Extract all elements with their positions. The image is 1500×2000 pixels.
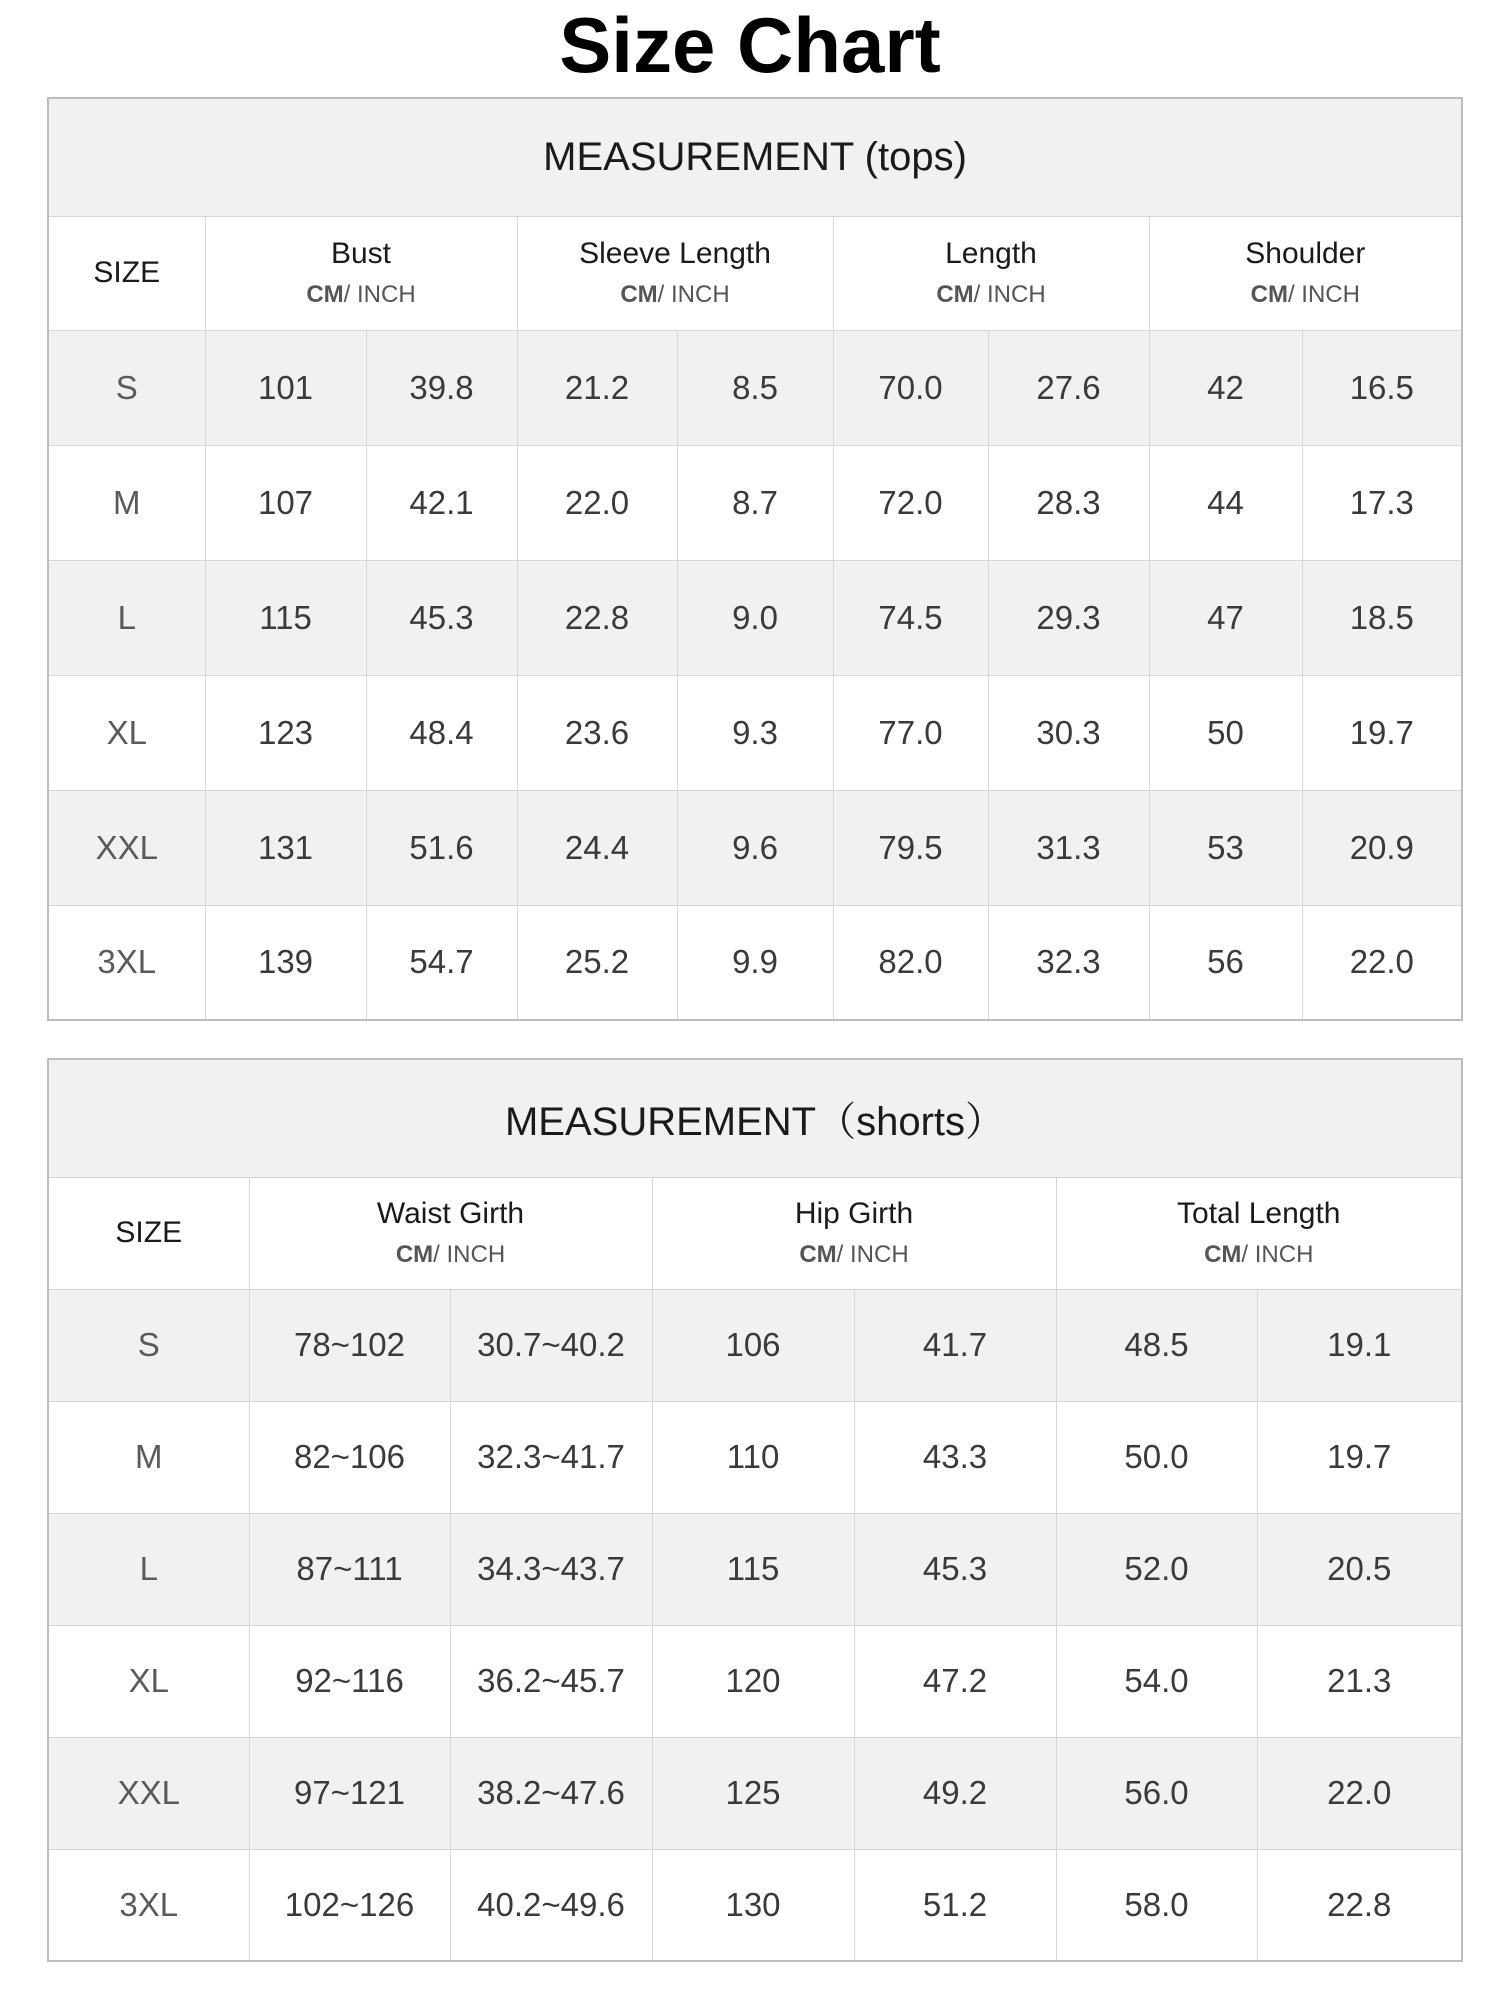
shorts-size-header: SIZE	[48, 1177, 249, 1289]
column-name: Bust	[330, 237, 392, 270]
value-cell: 115	[652, 1513, 854, 1625]
unit-label: CM/ INCH	[306, 281, 416, 308]
value-cell: 16.5	[1302, 330, 1462, 445]
value-cell: 42.1	[366, 445, 517, 560]
column-name: Sleeve Length	[579, 237, 771, 270]
value-cell: 47.2	[854, 1625, 1056, 1737]
value-cell: 21.3	[1257, 1625, 1462, 1737]
value-cell: 22.0	[1302, 905, 1462, 1020]
value-cell: 27.6	[988, 330, 1149, 445]
table-row	[48, 445, 1462, 560]
unit-label: CM/ INCH	[620, 281, 730, 308]
size-cell: 3XL	[48, 905, 205, 1020]
value-cell: 82.0	[833, 905, 988, 1020]
value-cell: 22.0	[1257, 1737, 1462, 1849]
unit-label: CM/ INCH	[1250, 281, 1360, 308]
value-cell: 123	[205, 675, 366, 790]
value-cell: 115	[205, 560, 366, 675]
value-cell: 21.2	[517, 330, 677, 445]
table-row	[48, 1401, 1462, 1513]
size-cell: 3XL	[48, 1849, 249, 1961]
unit-label: CM/ INCH	[395, 1241, 506, 1268]
value-cell: 74.5	[833, 560, 988, 675]
value-cell: 110	[652, 1401, 854, 1513]
value-cell: 19.7	[1257, 1401, 1462, 1513]
value-cell: 50.0	[1056, 1401, 1257, 1513]
value-cell: 102~126	[249, 1849, 450, 1961]
value-cell: 28.3	[988, 445, 1149, 560]
value-cell: 58.0	[1056, 1849, 1257, 1961]
value-cell: 48.5	[1056, 1289, 1257, 1401]
table-row	[48, 1737, 1462, 1849]
shorts-column-waist-girth	[249, 1177, 652, 1289]
tops-size-table	[47, 97, 1463, 1021]
value-cell: 32.3~41.7	[450, 1401, 652, 1513]
value-cell: 77.0	[833, 675, 988, 790]
value-cell: 53	[1149, 790, 1302, 905]
value-cell: 107	[205, 445, 366, 560]
value-cell: 17.3	[1302, 445, 1462, 560]
size-cell: M	[48, 445, 205, 560]
value-cell: 8.5	[677, 330, 833, 445]
value-cell: 9.6	[677, 790, 833, 905]
value-cell: 22.8	[1257, 1849, 1462, 1961]
value-cell: 87~111	[249, 1513, 450, 1625]
value-cell: 45.3	[366, 560, 517, 675]
tops-column-length	[833, 216, 1149, 330]
unit-label: CM/ INCH	[799, 1241, 909, 1268]
size-cell: XL	[48, 675, 205, 790]
value-cell: 29.3	[988, 560, 1149, 675]
value-cell: 44	[1149, 445, 1302, 560]
value-cell: 54.0	[1056, 1625, 1257, 1737]
column-name: Hip Girth	[794, 1197, 914, 1230]
size-cell: XXL	[48, 1737, 249, 1849]
value-cell: 22.8	[517, 560, 677, 675]
tops-table-title: MEASUREMENT (tops)	[48, 98, 1462, 216]
table-row	[48, 560, 1462, 675]
value-cell: 30.3	[988, 675, 1149, 790]
value-cell: 49.2	[854, 1737, 1056, 1849]
shorts-size-table	[47, 1058, 1463, 1962]
table-row	[48, 1289, 1462, 1401]
table-row	[48, 1513, 1462, 1625]
size-cell: XL	[48, 1625, 249, 1737]
shorts-table-title: MEASUREMENT（shorts）	[48, 1059, 1462, 1177]
table-row	[48, 675, 1462, 790]
value-cell: 47	[1149, 560, 1302, 675]
value-cell: 56.0	[1056, 1737, 1257, 1849]
table-row	[48, 905, 1462, 1020]
size-cell: S	[48, 1289, 249, 1401]
table-row	[48, 790, 1462, 905]
value-cell: 36.2~45.7	[450, 1625, 652, 1737]
value-cell: 72.0	[833, 445, 988, 560]
value-cell: 9.3	[677, 675, 833, 790]
size-cell: M	[48, 1401, 249, 1513]
tops-column-bust	[205, 216, 517, 330]
value-cell: 97~121	[249, 1737, 450, 1849]
value-cell: 9.9	[677, 905, 833, 1020]
unit-label: CM/ INCH	[936, 281, 1046, 308]
value-cell: 52.0	[1056, 1513, 1257, 1625]
shorts-column-hip-girth	[652, 1177, 1056, 1289]
table-row	[48, 1849, 1462, 1961]
value-cell: 22.0	[517, 445, 677, 560]
table-row	[48, 330, 1462, 445]
value-cell: 19.1	[1257, 1289, 1462, 1401]
column-name: Waist Girth	[376, 1197, 525, 1230]
value-cell: 20.5	[1257, 1513, 1462, 1625]
value-cell: 130	[652, 1849, 854, 1961]
tops-table-body	[48, 330, 1462, 1020]
value-cell: 8.7	[677, 445, 833, 560]
value-cell: 92~116	[249, 1625, 450, 1737]
shorts-table-body	[48, 1289, 1462, 1961]
value-cell: 43.3	[854, 1401, 1056, 1513]
value-cell: 139	[205, 905, 366, 1020]
value-cell: 19.7	[1302, 675, 1462, 790]
unit-label: CM/ INCH	[1204, 1241, 1314, 1268]
value-cell: 70.0	[833, 330, 988, 445]
value-cell: 34.3~43.7	[450, 1513, 652, 1625]
value-cell: 20.9	[1302, 790, 1462, 905]
value-cell: 18.5	[1302, 560, 1462, 675]
value-cell: 101	[205, 330, 366, 445]
table-row	[48, 1625, 1462, 1737]
value-cell: 54.7	[366, 905, 517, 1020]
value-cell: 25.2	[517, 905, 677, 1020]
value-cell: 42	[1149, 330, 1302, 445]
value-cell: 45.3	[854, 1513, 1056, 1625]
tops-column-shoulder	[1149, 216, 1462, 330]
column-name: Total Length	[1177, 1197, 1341, 1230]
value-cell: 40.2~49.6	[450, 1849, 652, 1961]
column-name: Length	[945, 237, 1037, 270]
value-cell: 120	[652, 1625, 854, 1737]
page-title: Size Chart	[559, 1, 941, 89]
value-cell: 9.0	[677, 560, 833, 675]
value-cell: 79.5	[833, 790, 988, 905]
value-cell: 48.4	[366, 675, 517, 790]
value-cell: 31.3	[988, 790, 1149, 905]
size-cell: S	[48, 330, 205, 445]
value-cell: 32.3	[988, 905, 1149, 1020]
size-cell: L	[48, 1513, 249, 1625]
value-cell: 38.2~47.6	[450, 1737, 652, 1849]
value-cell: 51.6	[366, 790, 517, 905]
value-cell: 50	[1149, 675, 1302, 790]
tops-column-sleeve-length	[517, 216, 833, 330]
value-cell: 78~102	[249, 1289, 450, 1401]
size-cell: L	[48, 560, 205, 675]
value-cell: 30.7~40.2	[450, 1289, 652, 1401]
value-cell: 39.8	[366, 330, 517, 445]
column-name: Shoulder	[1245, 237, 1366, 270]
value-cell: 41.7	[854, 1289, 1056, 1401]
size-cell: XXL	[48, 790, 205, 905]
value-cell: 82~106	[249, 1401, 450, 1513]
tops-size-header: SIZE	[48, 216, 205, 330]
value-cell: 125	[652, 1737, 854, 1849]
value-cell: 51.2	[854, 1849, 1056, 1961]
value-cell: 24.4	[517, 790, 677, 905]
value-cell: 56	[1149, 905, 1302, 1020]
value-cell: 106	[652, 1289, 854, 1401]
value-cell: 131	[205, 790, 366, 905]
shorts-column-total-length	[1056, 1177, 1462, 1289]
value-cell: 23.6	[517, 675, 677, 790]
